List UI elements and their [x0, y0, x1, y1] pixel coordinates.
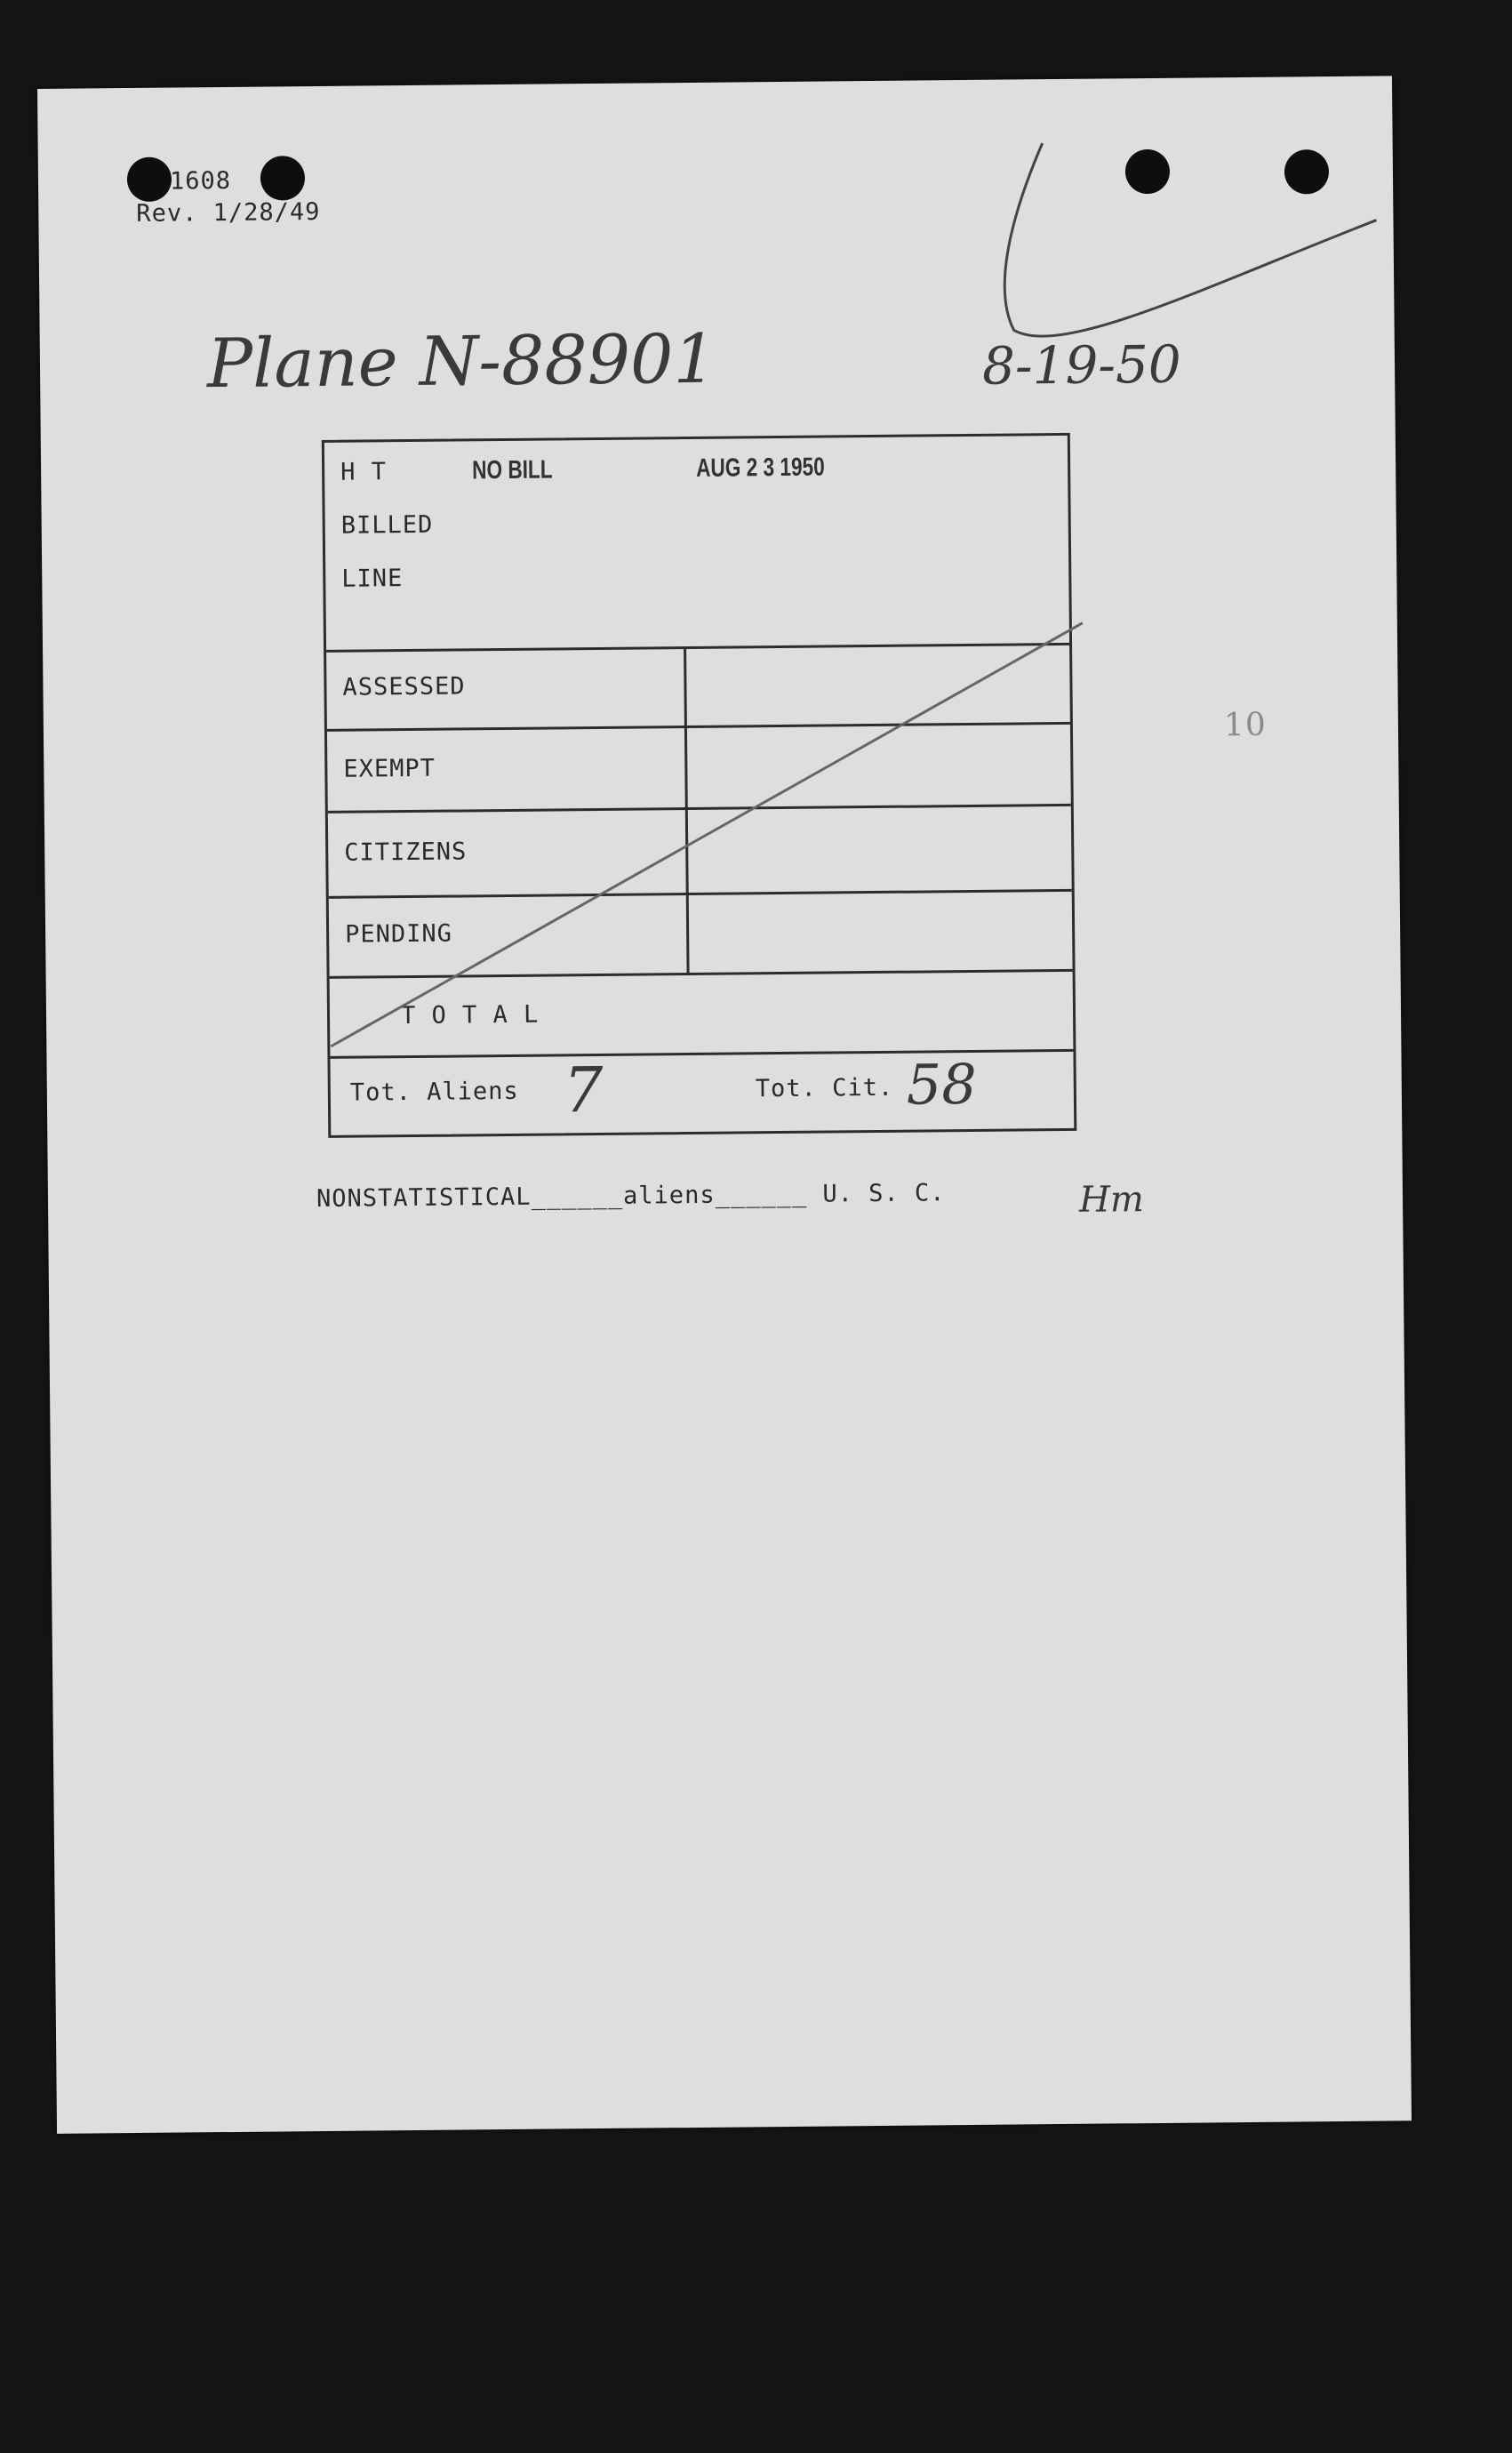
- form-revision: Rev. 1/28/49: [136, 197, 321, 228]
- row-label-pending: PENDING: [344, 919, 453, 949]
- check-mark-stroke: [1004, 140, 1378, 337]
- row-label-exempt: EXEMPT: [343, 754, 436, 783]
- pencil-marks: [37, 76, 1412, 2134]
- no-bill-stamp: NO BILL: [471, 455, 553, 485]
- handwritten-plane-number: Plane N-88901: [206, 318, 717, 404]
- row-label-citizens: CITIZENS: [344, 838, 468, 867]
- document-page: [37, 76, 1412, 2134]
- tot-cit-label: Tot. Cit.: [755, 1073, 894, 1103]
- header-line-ht: H T: [340, 458, 388, 486]
- total-label: T O T A L: [400, 1000, 540, 1030]
- date-stamp: AUG 2 3 1950: [695, 453, 825, 483]
- handwritten-citizens-count: 58: [906, 1051, 978, 1118]
- header-line-billed: BILLED: [340, 510, 434, 540]
- handwritten-initials: Hm: [1078, 1179, 1145, 1221]
- form-number: 1608: [169, 166, 232, 196]
- header-line-line: LINE: [341, 565, 404, 593]
- handwritten-aliens-count: 7: [563, 1053, 604, 1127]
- diagonal-strike: [327, 623, 1086, 1046]
- margin-number: 10: [1223, 706, 1267, 744]
- row-label-assessed: ASSESSED: [342, 672, 466, 701]
- nonstatistical-line: NONSTATISTICAL______aliens______ U. S. C.: [316, 1179, 946, 1214]
- handwritten-date: 8-19-50: [981, 333, 1182, 397]
- tot-aliens-label: Tot. Aliens: [349, 1077, 519, 1107]
